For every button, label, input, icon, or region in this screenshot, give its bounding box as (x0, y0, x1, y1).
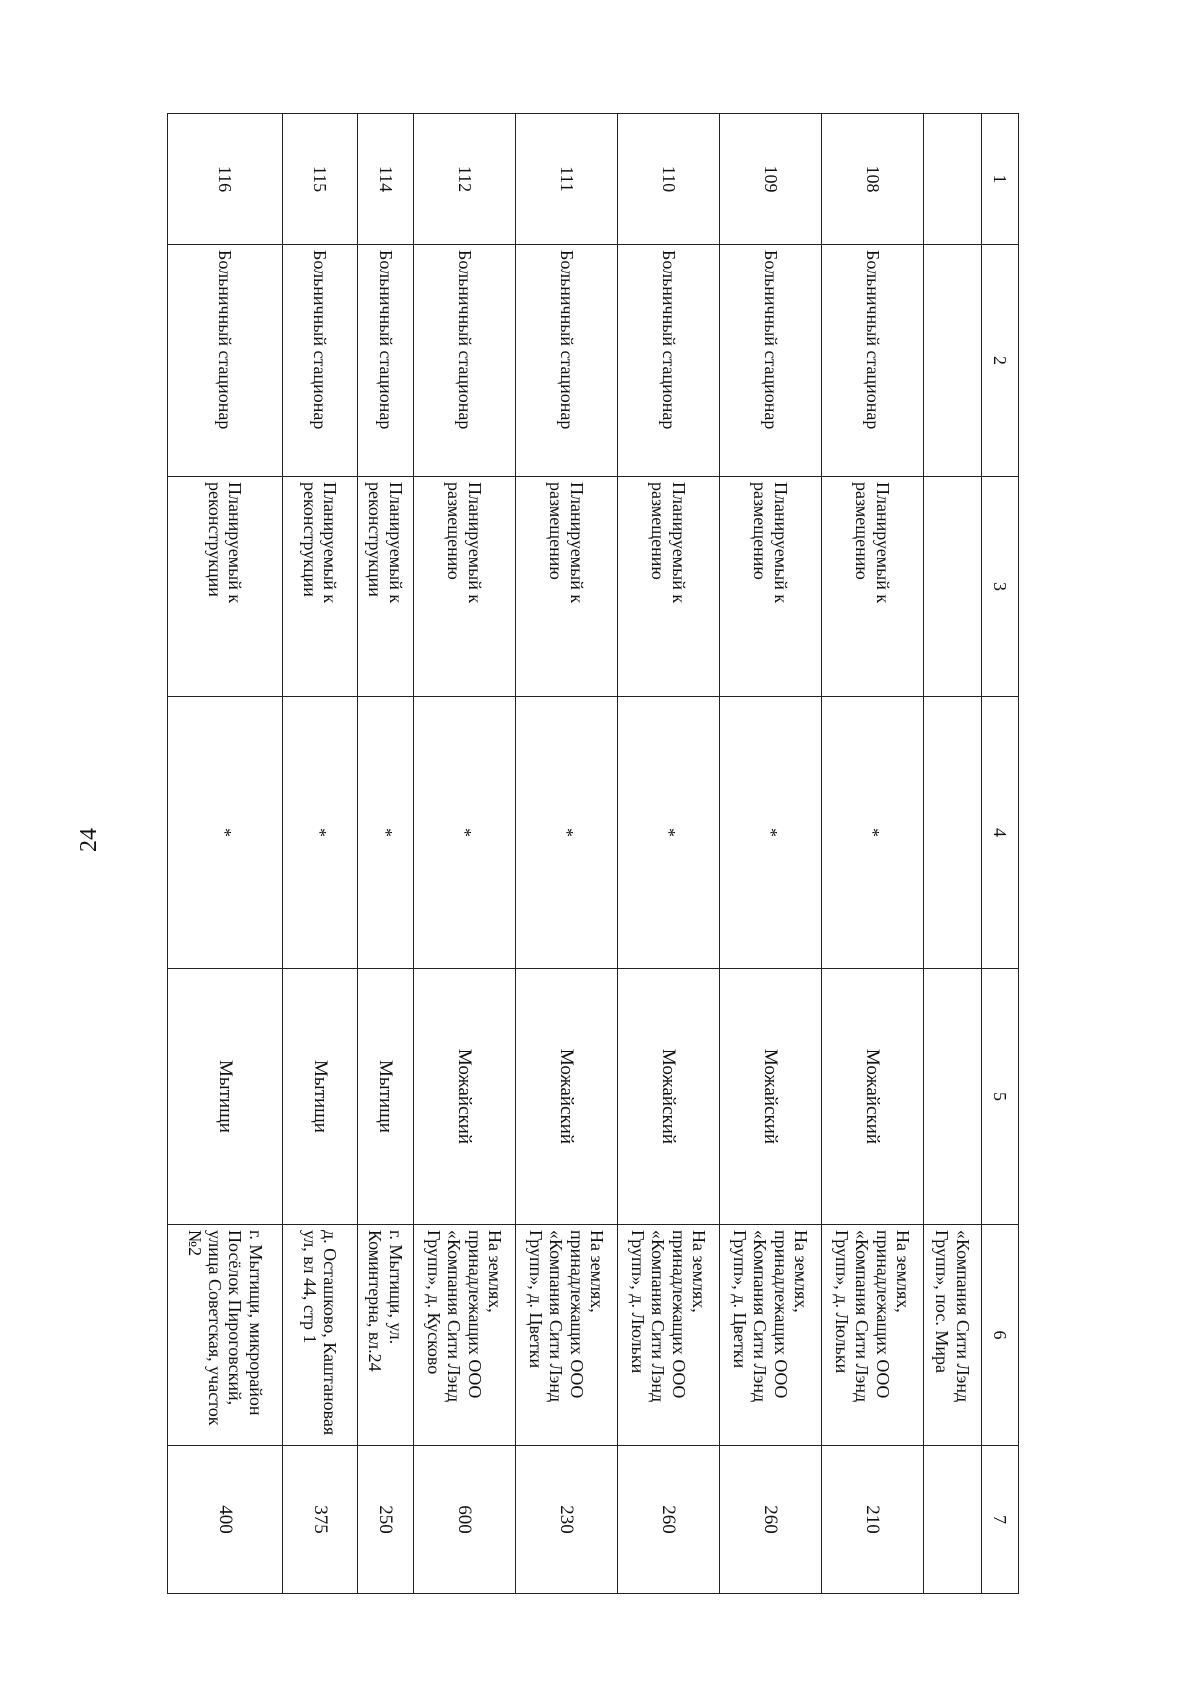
object-status-cell: Планируемый к размещению (822, 477, 924, 697)
facilities-table (167, 113, 1019, 1594)
district-cell: Можайский (720, 969, 822, 1225)
continuation-cell-1 (924, 114, 982, 245)
object-status-cell: Планируемый к размещению (720, 477, 822, 697)
mark-asterisk-cell: * (516, 697, 618, 969)
object-name-cell: Больничный стационар (516, 245, 618, 477)
table-row (618, 114, 720, 1594)
object-name-cell: Больничный стационар (414, 245, 516, 477)
continuation-cell-4 (924, 697, 982, 969)
object-name-cell: Больничный стационар (618, 245, 720, 477)
capacity-cell: 375 (283, 1446, 358, 1594)
capacity-cell: 210 (822, 1446, 924, 1594)
mark-asterisk-cell: * (168, 697, 283, 969)
row-number-cell: 116 (168, 114, 283, 245)
object-status-cell: Планируемый к реконструкции (358, 477, 414, 697)
table-body (168, 114, 1019, 1594)
mark-asterisk-cell: * (358, 697, 414, 969)
column-number-row (982, 114, 1019, 1594)
table-row (516, 114, 618, 1594)
district-cell: Мытищи (358, 969, 414, 1225)
continuation-cell-2 (924, 245, 982, 477)
object-name-cell: Больничный стационар (720, 245, 822, 477)
district-cell: Можайский (516, 969, 618, 1225)
object-status-cell: Планируемый к реконструкции (283, 477, 358, 697)
location-cell: г. Мытищи, ул. Коминтерна, вл.24 (358, 1225, 414, 1446)
row-number-cell: 109 (720, 114, 822, 245)
continuation-location-cell: «Компания Сити Лэнд Групп», пос. Мира (924, 1225, 982, 1446)
capacity-cell: 600 (414, 1446, 516, 1594)
district-cell: Мытищи (283, 969, 358, 1225)
continuation-row (924, 114, 982, 1594)
object-name-cell: Больничный стационар (822, 245, 924, 477)
row-number-cell: 112 (414, 114, 516, 245)
location-cell: На землях, принадлежащих ООО «Компания Сити Лэнд Групп», д. Кусково (414, 1225, 516, 1446)
table-row (283, 114, 358, 1594)
location-cell: На землях, принадлежащих ООО «Компания Сити Лэнд Групп», д. Люльки (822, 1225, 924, 1446)
column-number-1: 1 (982, 114, 1019, 245)
district-cell: Можайский (822, 969, 924, 1225)
location-cell: д. Осташково, Каштановая ул, вл 44, стр 1 (283, 1225, 358, 1446)
continuation-cell-3 (924, 477, 982, 697)
capacity-cell: 260 (618, 1446, 720, 1594)
column-number-7: 7 (982, 1446, 1019, 1594)
object-status-cell: Планируемый к реконструкции (168, 477, 283, 697)
location-cell: г. Мытищи, микрорайон Посёлок Пироговский, улица Советская, участок №2 (168, 1225, 283, 1446)
object-status-cell: Планируемый к размещению (618, 477, 720, 697)
object-name-cell: Больничный стационар (168, 245, 283, 477)
mark-asterisk-cell: * (822, 697, 924, 969)
row-number-cell: 108 (822, 114, 924, 245)
page-number: 24 (76, 828, 102, 852)
object-name-cell: Больничный стационар (358, 245, 414, 477)
object-status-cell: Планируемый к размещению (414, 477, 516, 697)
object-status-cell: Планируемый к размещению (516, 477, 618, 697)
location-cell: На землях, принадлежащих ООО «Компания Сити Лэнд Групп», д. Цветки (720, 1225, 822, 1446)
rotated-table-container (99, 113, 1019, 1593)
mark-asterisk-cell: * (618, 697, 720, 969)
row-number-cell: 114 (358, 114, 414, 245)
continuation-cell-5 (924, 969, 982, 1225)
capacity-cell: 250 (358, 1446, 414, 1594)
mark-asterisk-cell: * (720, 697, 822, 969)
column-number-4: 4 (982, 697, 1019, 969)
table-row (414, 114, 516, 1594)
column-number-3: 3 (982, 477, 1019, 697)
table-row (358, 114, 414, 1594)
object-name-cell: Больничный стационар (283, 245, 358, 477)
mark-asterisk-cell: * (414, 697, 516, 969)
capacity-cell: 400 (168, 1446, 283, 1594)
mark-asterisk-cell: * (283, 697, 358, 969)
table-row (720, 114, 822, 1594)
district-cell: Можайский (414, 969, 516, 1225)
capacity-cell: 260 (720, 1446, 822, 1594)
row-number-cell: 115 (283, 114, 358, 245)
row-number-cell: 111 (516, 114, 618, 245)
location-cell: На землях, принадлежащих ООО «Компания Сити Лэнд Групп», д. Цветки (516, 1225, 618, 1446)
column-number-6: 6 (982, 1225, 1019, 1446)
capacity-cell: 230 (516, 1446, 618, 1594)
table-row (168, 114, 283, 1594)
column-number-2: 2 (982, 245, 1019, 477)
location-cell: На землях, принадлежащих ООО «Компания Сити Лэнд Групп», д. Люльки (618, 1225, 720, 1446)
district-cell: Можайский (618, 969, 720, 1225)
continuation-cell-7 (924, 1446, 982, 1594)
district-cell: Мытищи (168, 969, 283, 1225)
column-number-5: 5 (982, 969, 1019, 1225)
table-row (822, 114, 924, 1594)
row-number-cell: 110 (618, 114, 720, 245)
